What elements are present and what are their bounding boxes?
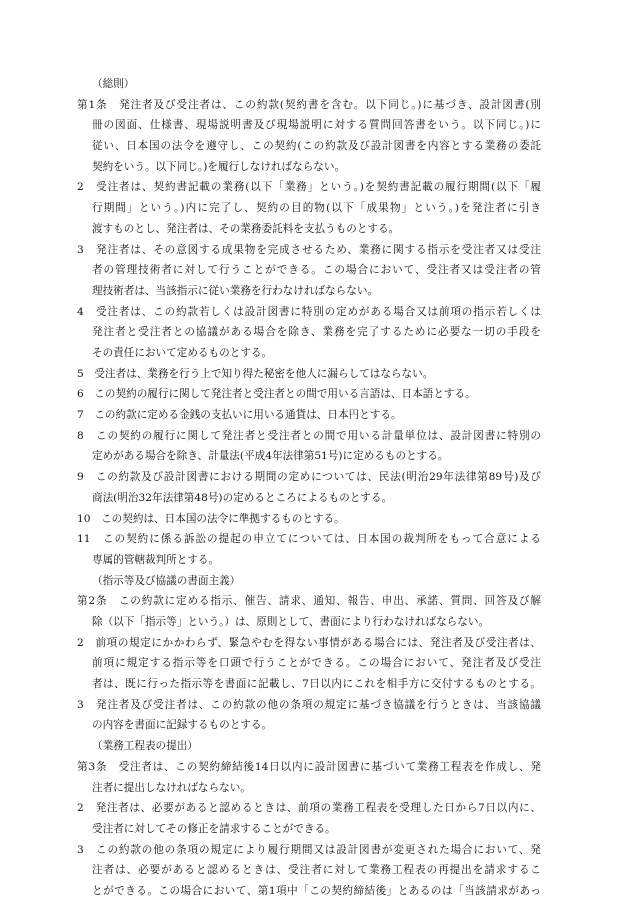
paragraph-line: 7 この約款に定める金銭の支払いに用いる通貨は、日本円とする。: [77, 409, 402, 421]
paragraph-line: 理技術者は、当該指示に従い業務を行わなければならない。: [92, 285, 379, 297]
paragraph-line: 行期間」という。)内に完了し、契約の目的物(以下「成果物」という。)を発注者に引き: [92, 202, 541, 214]
section-heading: （業務工程表の提出）: [92, 740, 198, 752]
paragraph-line: とができる。この場合において、第1項中「この契約締結後」とあるのは「当該請求があっ: [92, 885, 541, 897]
paragraph-line: 前項に規定する指示等を口頭で行うことができる。この場合において、発注者及び受注: [92, 657, 541, 669]
paragraph-line: 3 この約款の他の条項の規定により履行期間又は設計図書が変更された場合において、発: [77, 844, 541, 856]
article-1-line: 冊の図面、仕様書、現場説明書及び現場説明に対する質問回答書をいう。以下同じ。)に: [92, 119, 541, 131]
article-3-line: 注者に提出しなければならない。: [92, 782, 251, 794]
paragraph-line: 発注者と受注者との協議がある場合を除き、業務を完了するために必要な一切の手段を: [92, 326, 541, 338]
article-3-line: 第3条 受注者は、この契約締結後14日以内に設計図書に基づいて業務工程表を作成し、発: [77, 761, 541, 773]
article-2-line: 除（以下「指示等」という。）は、原則として、書面により行わなければならない。: [92, 616, 490, 628]
paragraph-line: 渡すものとし、発注者は、その業務委託料を支払うものとする。: [92, 223, 400, 235]
paragraph-line: 11 この契約に係る訴訟の提起の申立てについては、日本国の裁判所をもって合意による: [77, 533, 541, 545]
paragraph-line: の内容を書面に記録するものとする。: [92, 719, 273, 731]
article-2-line: 第2条 この約款に定める指示、催告、請求、通知、報告、申出、承諾、質問、回答及び解: [77, 595, 541, 607]
paragraph-line: 9 この約款及び設計図書における期間の定めについては、民法(明治29年法律第89号)及び: [77, 471, 541, 483]
paragraph-line: 受注者に対してその修正を請求することができる。: [92, 823, 336, 835]
section-heading: （総則）: [92, 78, 135, 90]
paragraph-line: 3 発注者は、その意図する成果物を完成させるため、業務に関する指示を受注者又は受注: [77, 244, 541, 256]
section-heading: （指示等及び協議の書面主義）: [92, 575, 241, 587]
paragraph-line: 5 受注者は、業務を行う上で知り得た秘密を他人に漏らしてはならない。: [77, 368, 434, 380]
paragraph-line: 2 受注者は、契約書記載の業務(以下「業務」という。)を契約書記載の履行期間(以下「履: [77, 181, 541, 193]
paragraph-line: 2 発注者は、必要があると認めるときは、前項の業務工程表を受理した日から7日以内に、: [77, 802, 541, 814]
paragraph-line: 3 発注者及び受注者は、この約款の他の条項の規定に基づき協議を行うときは、当該協議: [77, 699, 541, 711]
paragraph-line: 8 この契約の履行に関して発注者と受注者との間で用いる計量単位は、設計図書に特別の: [77, 430, 541, 442]
paragraph-line: 商法(明治32年法律第48号)の定めるところによるものとする。: [92, 492, 393, 504]
paragraph-line: その責任において定めるものとする。: [92, 347, 273, 359]
paragraph-line: 専属的管轄裁判所とする。: [92, 554, 220, 566]
paragraph-line: 定めがある場合を除き、計量法(平成4年法律第51号)に定めるものとする。: [92, 450, 449, 462]
paragraph-line: 者は、既に行った指示等を書面に記載し、7日以内にこれを相手方に交付するものとする。: [92, 678, 541, 690]
paragraph-line: 注者は、必要があると認めるときは、受注者に対して業務工程表の再提出を請求するこ: [92, 864, 541, 876]
paragraph-line: 4 受注者は、この約款若しくは設計図書に特別の定めがある場合又は前項の指示若しくは: [77, 306, 541, 318]
paragraph-line: 10 この契約は、日本国の法令に準拠するものとする。: [77, 513, 345, 525]
article-1-line: 第1条 発注者及び受注者は、この約款(契約書を含む。以下同じ。)に基づき、設計図書(別: [77, 99, 541, 111]
article-1-line: 契約をいう。以下同じ。)を履行しなければならない。: [92, 161, 346, 173]
paragraph-line: 6 この契約の履行に関して発注者と受注者との間で用いる言語は、日本語とする。: [77, 388, 476, 400]
paragraph-line: 2 前項の規定にかかわらず、緊急やむを得ない事情がある場合には、発注者及び受注者は、: [77, 637, 541, 649]
paragraph-line: 者の管理技術者に対して行うことができる。この場合において、受注者又は受注者の管: [92, 264, 541, 276]
article-1-line: 従い、日本国の法令を遵守し、この契約(この約款及び設計図書を内容とする業務の委託: [92, 140, 541, 152]
